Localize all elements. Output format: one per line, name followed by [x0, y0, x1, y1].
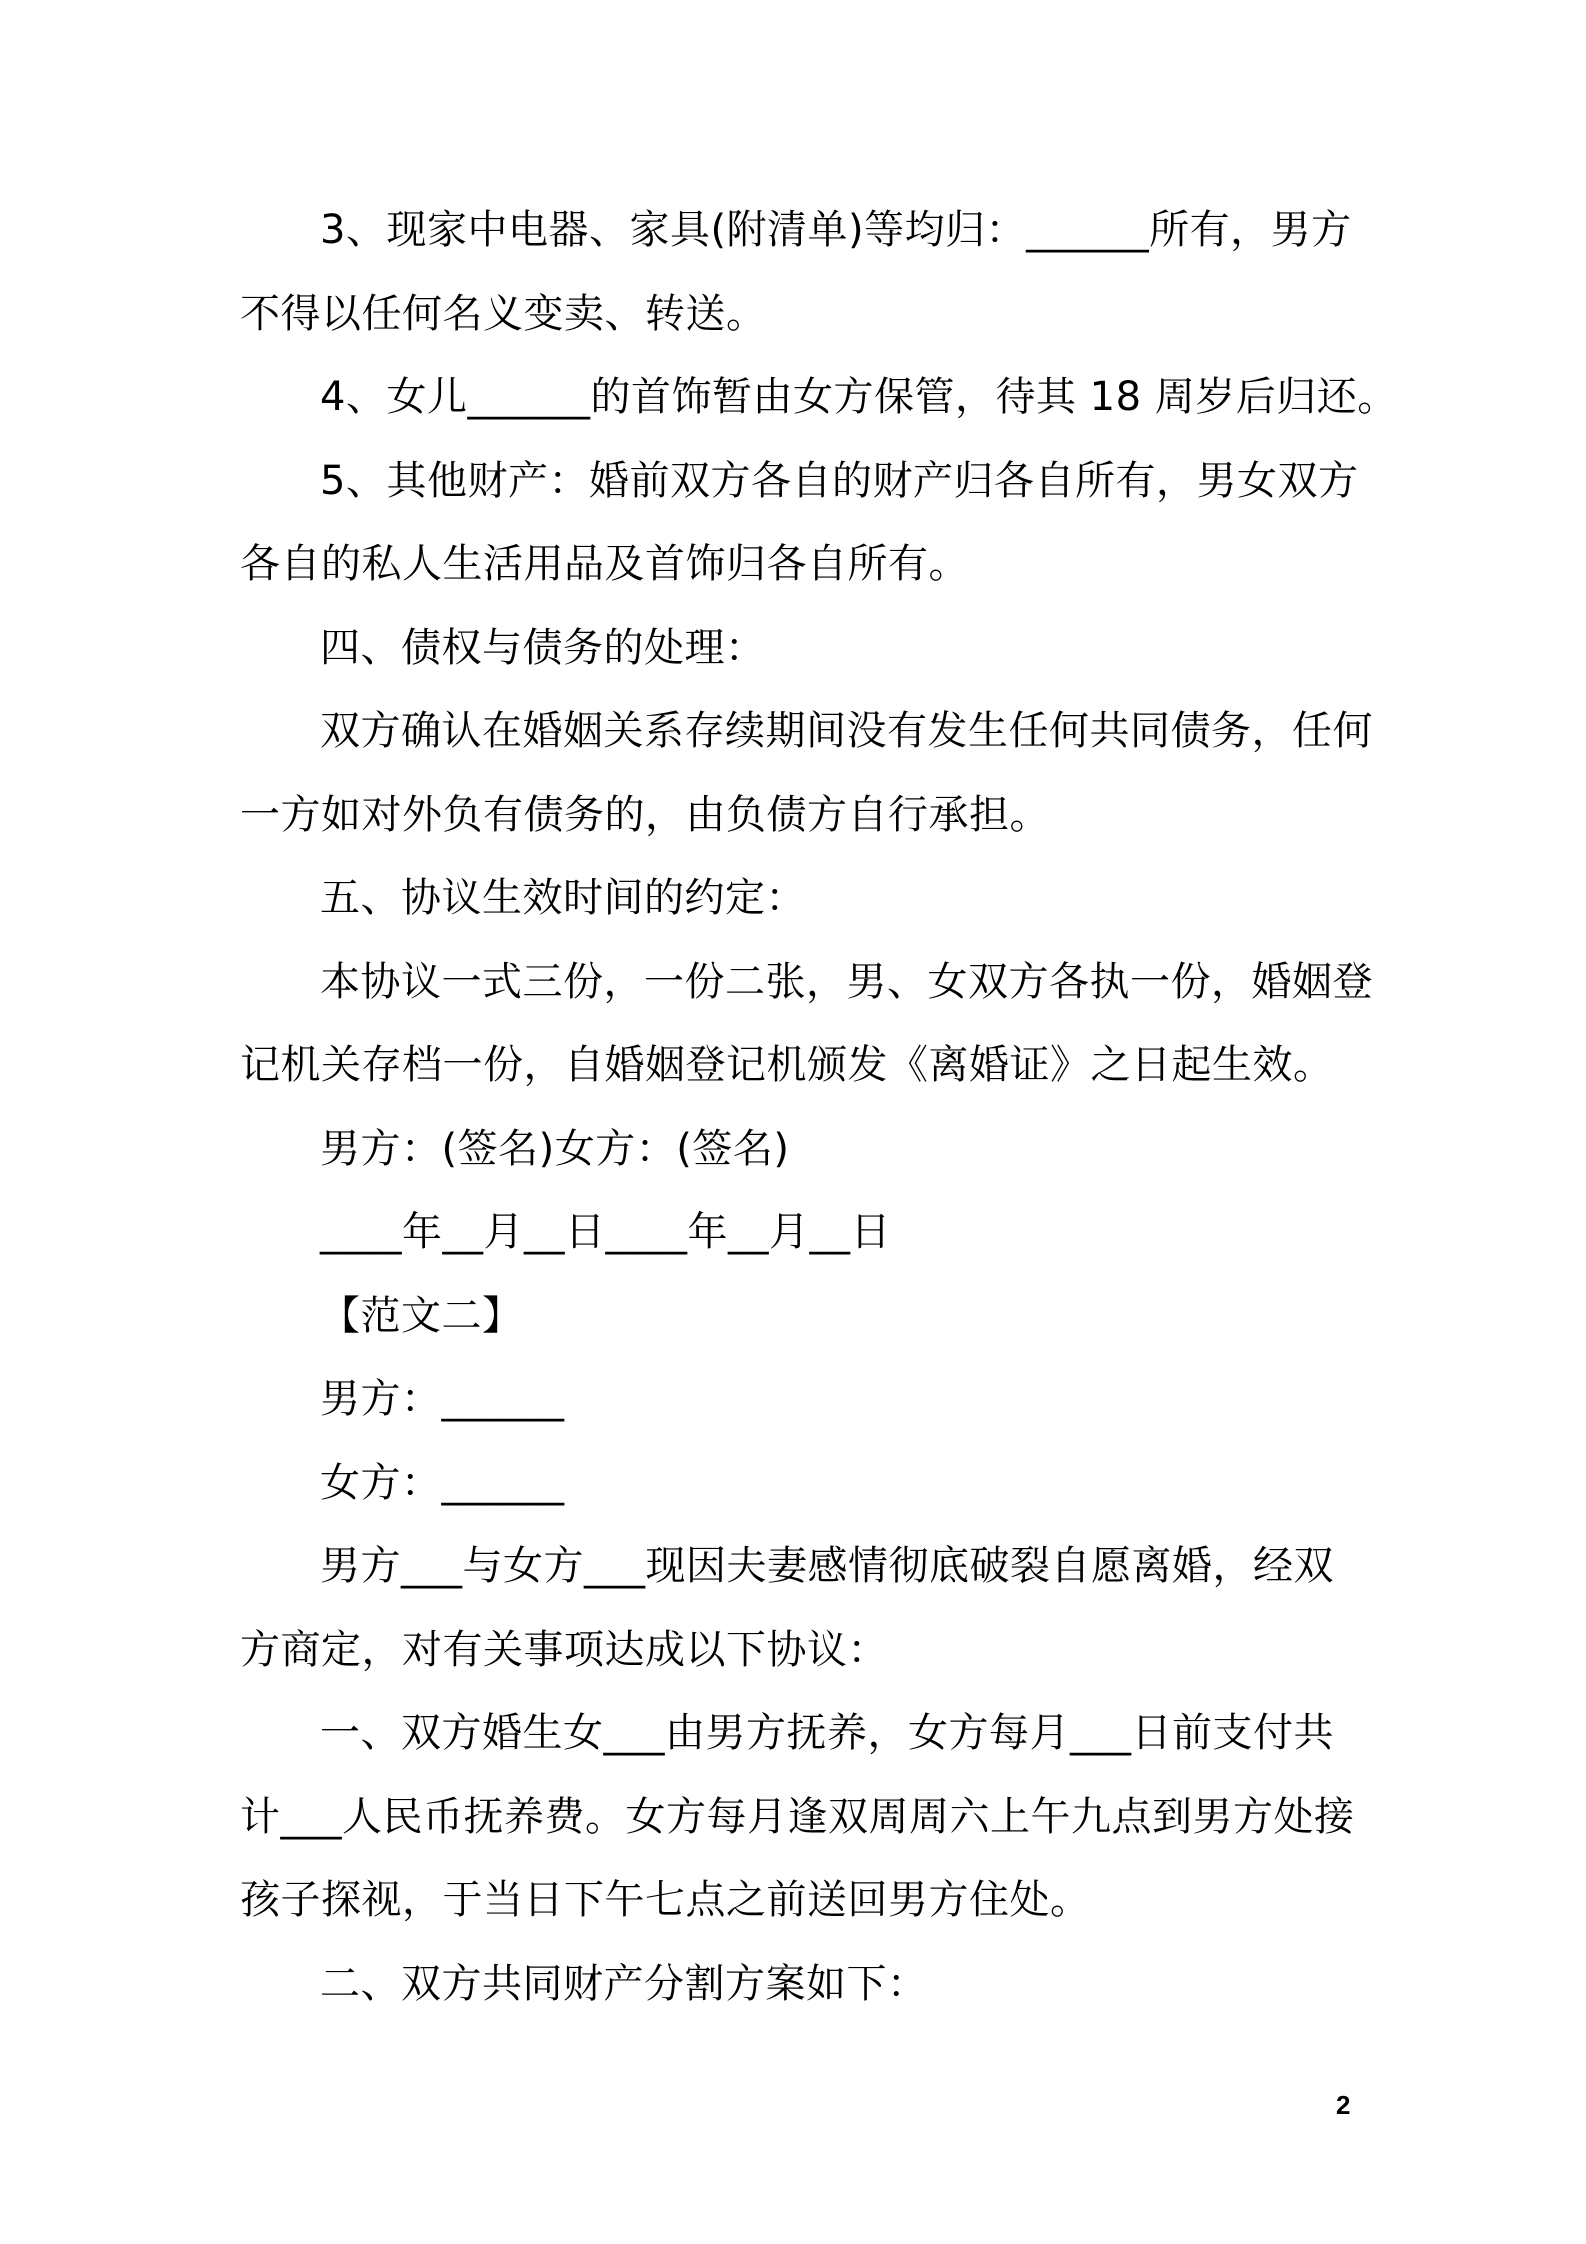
paragraph-line: 记机关存档一份，自婚姻登记机颁发《离婚证》之日起生效。 [240, 1042, 1334, 1088]
paragraph-line: 双方确认在婚姻关系存续期间没有发生任何共同债务，任何 [320, 708, 1373, 754]
paragraph-line: 3、现家中电器、家具(附清单)等均归：______所有，男方 [320, 207, 1352, 253]
section-heading: 四、债权与债务的处理： [320, 624, 766, 671]
paragraph-line: 一方如对外负有债务的，由负债方自行承担。 [240, 791, 1050, 838]
date-line: ____年__月__日____年__月__日 [320, 1209, 891, 1255]
paragraph-line: 不得以任何名义变卖、转送。 [240, 290, 767, 337]
paragraph-line: 男方___与女方___现因夫妻感情彻底破裂自愿离婚，经双 [320, 1543, 1334, 1589]
party-male-line: 男方：______ [320, 1376, 565, 1422]
paragraph-line: 孩子探视，于当日下午七点之前送回男方住处。 [240, 1877, 1091, 1923]
paragraph-line: 各自的私人生活用品及首饰归各自所有。 [240, 541, 969, 587]
paragraph-line: 一、双方婚生女___由男方抚养，女方每月___日前支付共 [320, 1710, 1334, 1756]
section-heading: 五、协议生效时间的约定： [320, 875, 806, 921]
sample-title: 【范文二】 [320, 1292, 523, 1339]
paragraph-line: 4、女儿______的首饰暂由女方保管，待其 18 周岁后归还。 [320, 374, 1398, 420]
document-body [240, 198, 1398, 2035]
signature-line: 男方：(签名)女方：(签名) [320, 1125, 790, 1172]
section-heading: 二、双方共同财产分割方案如下： [320, 1960, 928, 2007]
party-female-line: 女方：______ [320, 1459, 565, 1506]
paragraph-line: 5、其他财产：婚前双方各自的财产归各自所有，男女双方 [320, 457, 1359, 504]
page-number: 2 [1336, 2090, 1351, 2120]
paragraph-line: 计___人民币抚养费。女方每月逢双周周六上午九点到男方处接 [240, 1793, 1355, 1840]
paragraph-line: 本协议一式三份，一份二张，男、女双方各执一份，婚姻登 [320, 958, 1373, 1005]
paragraph-line: 方商定，对有关事项达成以下协议： [240, 1626, 888, 1673]
